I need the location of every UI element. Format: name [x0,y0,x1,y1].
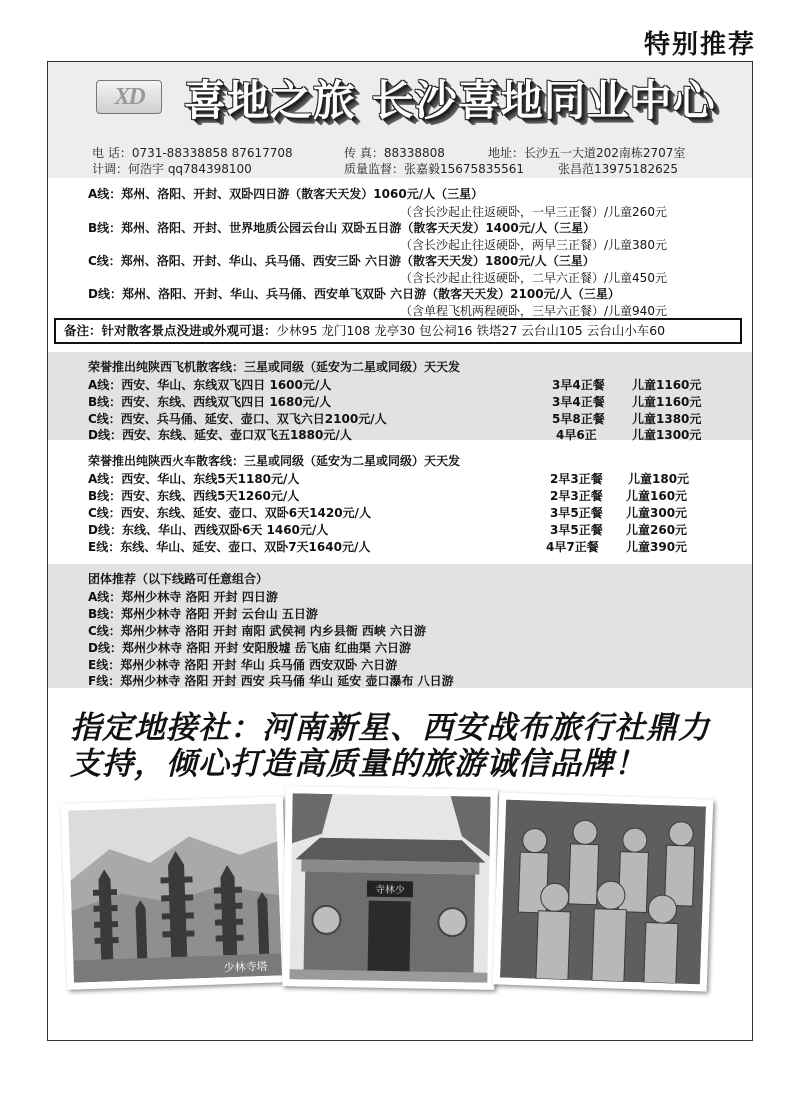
group-tour-section [48,564,752,688]
flight-meals-d: 4早6正 [556,428,597,442]
train-child-c: 儿童300元 [626,506,688,520]
flight-meals-a: 3早4正餐 [552,378,605,392]
flight-route-d: D线：西安、东线、延安、壶口双飞五1880元/人 [88,428,352,442]
terracotta-warriors-image [500,800,706,985]
supervision-contact-text: 张昌范13975182625 [558,162,678,176]
flight-child-a: 儿童1160元 [632,378,702,392]
flight-meals-b: 3早4正餐 [552,395,605,409]
fax-text: 传 真：88338808 [344,146,445,160]
slogan-line-1: 指定地接社：河南新星、西安战布旅行社鼎力 [70,710,710,746]
header-band [48,62,752,178]
page-corner-title: 特别推荐 [643,30,756,60]
shaanxi-train-section [48,448,752,558]
group-route-b: B线：郑州少林寺 洛阳 开封 云台山 五日游 [88,607,318,621]
train-child-e: 儿童390元 [626,540,688,554]
train-route-c: C线：西安、东线、延安、壶口、双卧6天1420元/人 [88,506,371,520]
route-a-title: A线：郑州、洛阳、开封、双卧四日游（散客天天发）1060元/人（三星） [88,187,484,201]
flyer-frame [47,61,753,1041]
pagoda-forest-image [68,803,282,982]
route-c-detail: （含长沙起止往返硬卧，二早六正餐）/儿童450元 [400,271,667,285]
train-route-b: B线：西安、东线、西线5天1260元/人 [88,489,300,503]
train-route-a: A线：西安、华山、东线5天1180元/人 [88,472,300,486]
group-route-e: E线：郑州少林寺 洛阳 开封 华山 兵马俑 西安双卧 六日游 [88,658,398,672]
route-a-detail: （含长沙起止往返硬卧，一早三正餐）/儿童260元 [400,205,667,219]
train-heading: 荣誉推出纯陕西火车散客线：三星或同级（延安为二星或同级）天天发 [88,454,461,468]
remarks-label: 备注：针对散客景点没进或外观可退： [64,323,277,338]
route-c-title: C线：郑州、洛阳、开封、华山、兵马俑、西安三卧 六日游（散客天天发）1800元/人（三星） [88,254,595,268]
train-route-d: D线：东线、华山、西线双卧6天 1460元/人 [88,523,329,537]
train-meals-c: 3早5正餐 [550,506,603,520]
shaolin-temple-photo [282,786,497,990]
route-d-detail: （含单程飞机两程硬卧，三早六正餐）/儿童940元 [400,304,667,318]
train-route-e: E线：东线、华山、延安、壶口、双卧7天1640元/人 [88,540,371,554]
route-d-title: D线：郑州、洛阳、开封、华山、兵马俑、西安单飞双卧 六日游（散客天天发）2100元/人（三星） [88,287,620,301]
address-text: 地址：长沙五一大道202南栋2707室 [488,146,686,160]
terracotta-warriors-photo [493,792,714,991]
pagoda-caption: 少林寺塔 [223,959,268,975]
phone-text: 电 话：0731-88338858 87617708 [92,146,293,160]
train-meals-e: 4早7正餐 [546,540,599,554]
flight-child-c: 儿童1380元 [632,412,702,426]
flight-route-a: A线：西安、华山、东线双飞四日 1600元/人 [88,378,332,392]
remarks-text: 少林95 龙门108 龙亭30 包公祠16 铁塔27 云台山105 云台山小车60 [276,323,666,338]
train-meals-a: 2早3正餐 [550,472,603,486]
agency-banner: 喜地之旅 长沙喜地同业中心 [184,76,716,125]
shaolin-temple-image [289,793,490,982]
train-child-b: 儿童160元 [626,489,688,503]
group-route-f: F线：郑州少林寺 洛阳 开封 西安 兵马俑 华山 延安 壶口瀑布 八日游 [88,674,454,688]
flight-heading: 荣誉推出纯陕西飞机散客线：三星或同级（延安为二星或同级）天天发 [88,360,461,374]
supervision-text: 质量监督：张嘉毅15675835561 [344,162,524,176]
logo-mark: XD [114,83,144,110]
train-child-d: 儿童260元 [626,523,688,537]
slogan-line-2: 支持，倾心打造高质量的旅游诚信品牌！ [70,746,646,782]
route-b-title: B线：郑州、洛阳、开封、世界地质公园云台山 双卧五日游（散客天天发）1400元/人（三星） [88,221,596,235]
dispatcher-text: 计调：何浩宇 qq784398100 [92,162,252,176]
group-route-d: D线：郑州少林寺 洛阳 开封 安阳殷墟 岳飞庙 红曲渠 六日游 [88,641,412,655]
group-route-a: A线：郑州少林寺 洛阳 开封 四日游 [88,590,278,604]
group-heading: 团体推荐（以下线路可任意组合） [88,572,269,586]
flight-route-b: B线：西安、东线、西线双飞四日 1680元/人 [88,395,332,409]
route-b-detail: （含长沙起止往返硬卧，两早三正餐）/儿童380元 [400,238,667,252]
flight-route-c: C线：西安、兵马俑、延安、壶口、双飞六日2100元/人 [88,412,387,426]
flight-meals-c: 5早8正餐 [552,412,605,426]
shaanxi-flight-section [48,352,752,440]
temple-plaque-text: 寺林少 [374,884,406,897]
train-meals-b: 2早3正餐 [550,489,603,503]
flight-child-d: 儿童1300元 [632,428,702,442]
train-meals-d: 3早5正餐 [550,523,603,537]
pagoda-forest-photo [61,796,289,990]
company-logo [96,80,162,114]
train-child-a: 儿童180元 [628,472,690,486]
remarks-box [54,318,742,344]
flight-child-b: 儿童1160元 [632,395,702,409]
group-route-c: C线：郑州少林寺 洛阳 开封 南阳 武侯祠 内乡县衙 西峡 六日游 [88,624,427,638]
